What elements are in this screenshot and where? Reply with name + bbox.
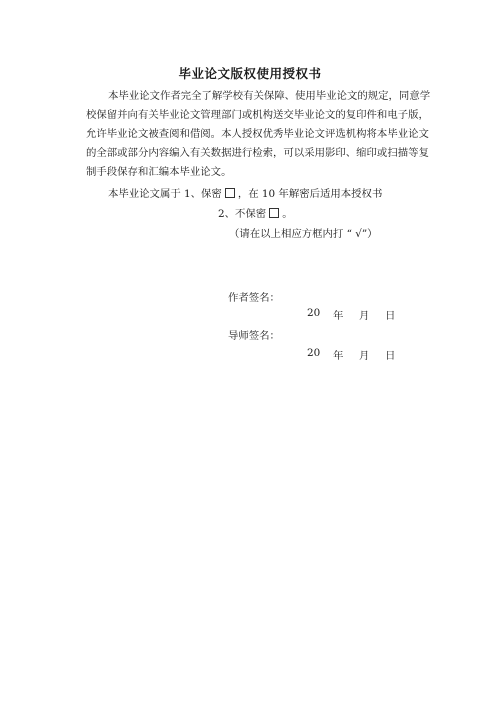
checkbox-instruction: （请在以上相应方框内打 “ √”） — [229, 228, 378, 240]
document-title: 毕业论文版权使用授权书 — [178, 66, 322, 81]
date-month-label: 月 — [359, 350, 370, 362]
advisor-date — [307, 347, 395, 362]
author-signature-label: 作者签名： — [228, 292, 280, 304]
option-nonconfidential-line — [218, 208, 293, 221]
date-year-label: 年 — [333, 350, 344, 362]
date-day-label: 日 — [385, 350, 396, 362]
option-confidential-line — [108, 188, 382, 201]
option-confidential-label: 本毕业论文属于 1、保密 — [108, 188, 222, 200]
nonconfidential-checkbox[interactable] — [269, 208, 279, 218]
option-nonconfidential-suffix: 。 — [282, 208, 293, 220]
date-month-label: 月 — [359, 310, 370, 322]
advisor-signature-label: 导师签名： — [228, 330, 280, 342]
date-day-label: 日 — [385, 310, 396, 322]
author-date — [307, 307, 395, 322]
date-year-prefix: 20 — [307, 347, 321, 359]
option-confidential-suffix: ，在 10 年解密后适用本授权书 — [237, 188, 383, 200]
date-year-prefix: 20 — [307, 307, 321, 319]
paragraph-line-1: 本毕业论文作者完全了解学校有关保障、使用毕业论文的规定，同意学 — [108, 90, 431, 102]
paragraph-line-5: 制手段保存和汇编本毕业论文。 — [86, 166, 232, 178]
date-year-label: 年 — [333, 310, 344, 322]
paragraph-line-2: 校保留并向有关毕业论文管理部门或机构送交毕业论文的复印件和电子版， — [86, 109, 429, 121]
paragraph-line-4: 的全部或部分内容编入有关数据进行检索，可以采用影印、缩印或扫描等复 — [86, 147, 429, 159]
confidential-checkbox[interactable] — [225, 188, 235, 198]
paragraph-line-3: 允许毕业论文被查阅和借阅。本人授权优秀毕业论文评选机构将本毕业论文 — [86, 128, 429, 140]
option-nonconfidential-label: 2、不保密 — [218, 208, 267, 220]
